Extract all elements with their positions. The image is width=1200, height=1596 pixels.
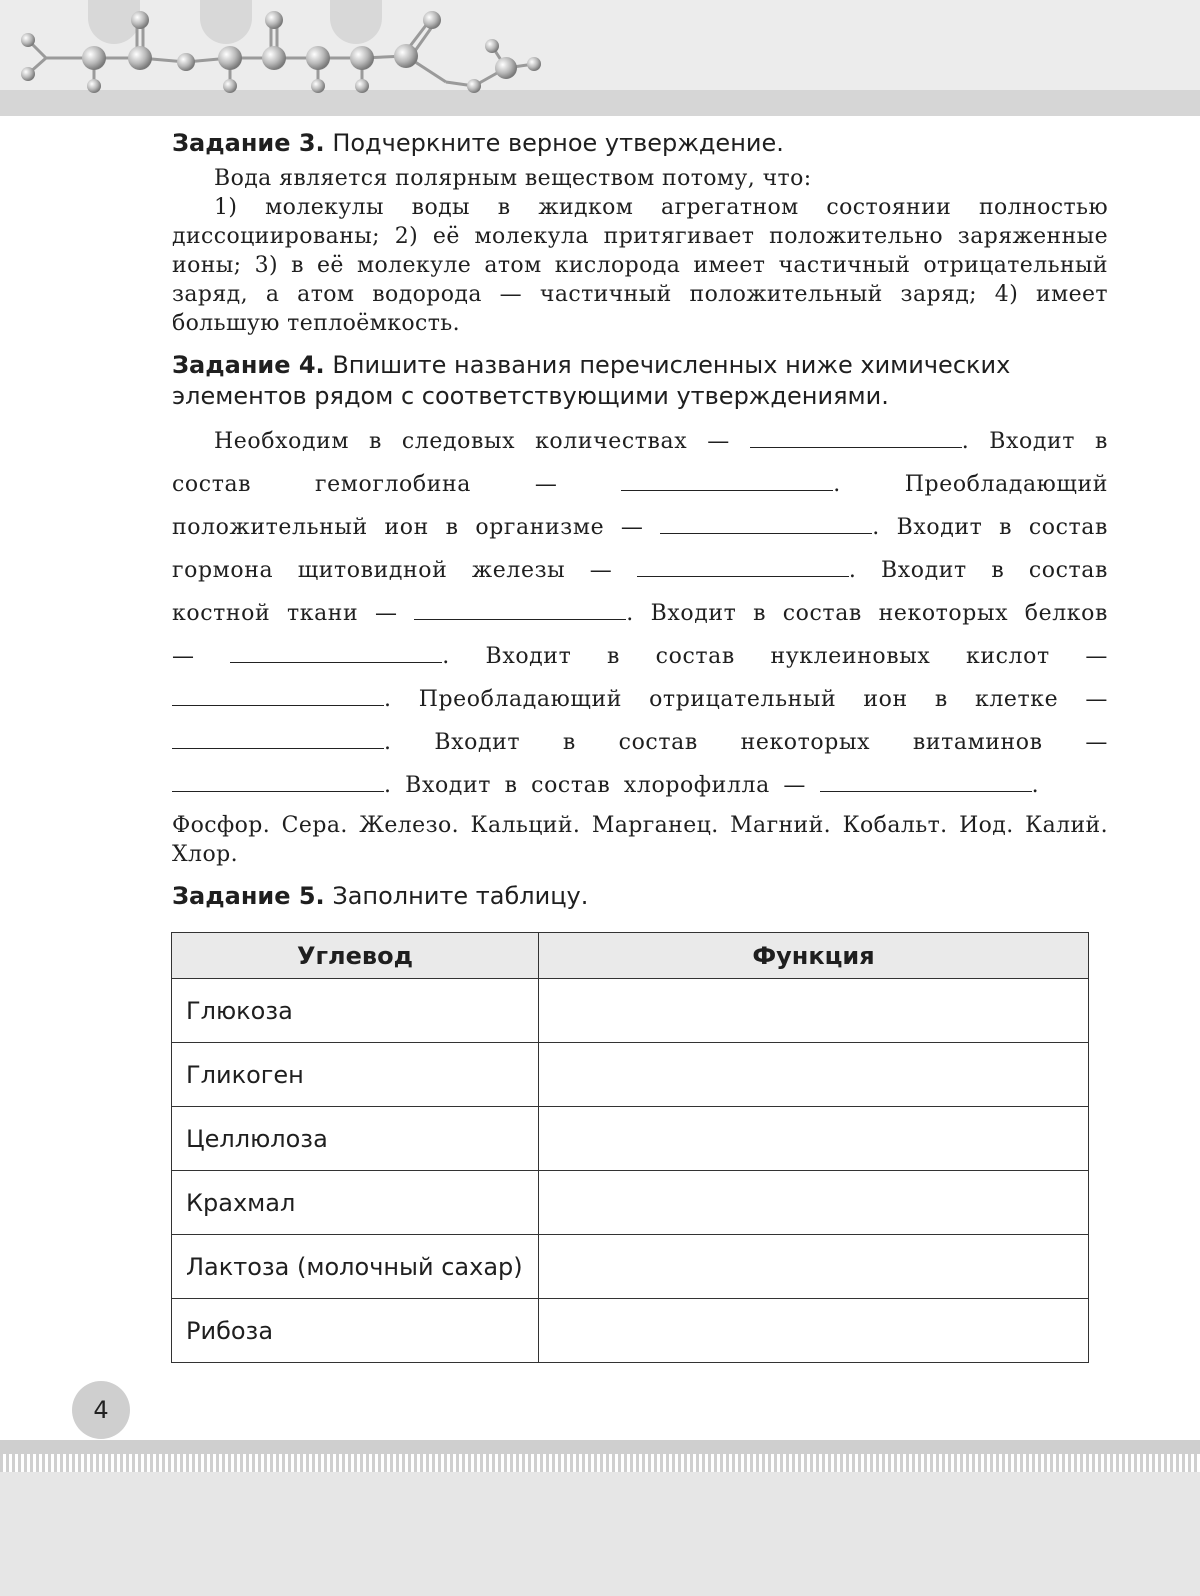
carbohydrate-cell: Гликоген [172, 1043, 539, 1107]
statement-text: . [1031, 773, 1040, 798]
column-header-function: Функция [539, 933, 1089, 979]
task-5-number: Задание 5. [172, 882, 325, 910]
task-4 [172, 350, 1108, 869]
answer-blank-6[interactable] [230, 640, 442, 663]
function-answer-cell[interactable] [539, 1043, 1089, 1107]
function-answer-cell[interactable] [539, 979, 1089, 1043]
answer-blank-4[interactable] [637, 554, 849, 577]
function-answer-cell[interactable] [539, 1299, 1089, 1363]
table-row [172, 1171, 1089, 1235]
footer-ruler-strip [0, 1440, 1200, 1472]
table-row [172, 1043, 1089, 1107]
table-row [172, 979, 1089, 1043]
statement-text: . Входит в состав некоторых белков — [172, 601, 1108, 669]
answer-blank-7[interactable] [172, 683, 384, 706]
function-answer-cell[interactable] [539, 1235, 1089, 1299]
statement-text: . Входит в состав гемоглобина — [172, 429, 1108, 497]
task-4-fill-paragraph [172, 420, 1108, 807]
carbohydrate-cell: Глюкоза [172, 979, 539, 1043]
task-4-heading [172, 350, 1108, 412]
worksheet-content [172, 128, 1108, 912]
task-3-heading [172, 128, 1108, 159]
task-5 [172, 881, 1108, 912]
answer-blank-3[interactable] [660, 511, 872, 534]
task-5-heading [172, 881, 1108, 912]
page-number: 4 [72, 1381, 130, 1439]
statement-text: . Входит в состав хлорофилла — [384, 773, 807, 798]
carbohydrate-cell: Целлюлоза [172, 1107, 539, 1171]
carbohydrate-table [171, 932, 1089, 1363]
function-answer-cell[interactable] [539, 1107, 1089, 1171]
answer-blank-5[interactable] [414, 597, 626, 620]
table-row [172, 1107, 1089, 1171]
statement-text: . Входит в состав гормона щитовидной железы — [172, 515, 1108, 583]
table-header-row [172, 933, 1089, 979]
column-header-carbohydrate: Углевод [172, 933, 539, 979]
statement-text: Необходим в следовых количествах — [214, 429, 730, 454]
statement-text: . Входит в состав некоторых витаминов — [384, 730, 1108, 755]
task-3-options: 1) молекулы воды в жидком агрегатном состоянии полностью диссоциированы; 2) её молекула притягивает положительно заряженные ионы; 3) в её молекуле атом кислорода имеет частичный отрицательный заряд, а атом водорода — частичный положительный заряд; 4) имеет большую теплоёмкость. [172, 195, 1108, 336]
answer-blank-1[interactable] [750, 425, 962, 448]
statement-text: . Преобладающий отрицательный ион в клетке — [384, 687, 1108, 712]
carbohydrate-cell: Крахмал [172, 1171, 539, 1235]
statement-text: . Входит в состав нуклеиновых кислот — [442, 644, 1108, 669]
task-3 [172, 128, 1108, 338]
task-4-instruction: Впишите названия перечисленных ниже химических элементов рядом с соответствующими утверждениями. [172, 351, 1011, 410]
element-list: Фосфор. Сера. Железо. Кальций. Марганец. Магний. Кобальт. Иод. Калий. Хлор. [172, 813, 1108, 867]
carbohydrate-cell: Лактоза (молочный сахар) [172, 1235, 539, 1299]
statement-text: . Преобладающий положительный ион в организме — [172, 472, 1108, 540]
table-row [172, 1235, 1089, 1299]
task-3-instruction: Подчеркните верное утверждение. [332, 129, 784, 157]
task-3-number: Задание 3. [172, 129, 325, 157]
task-4-number: Задание 4. [172, 351, 325, 379]
function-answer-cell[interactable] [539, 1171, 1089, 1235]
answer-blank-9[interactable] [172, 769, 384, 792]
statement-text: . Входит в состав костной ткани — [172, 558, 1108, 626]
task-5-instruction: Заполните таблицу. [332, 882, 589, 910]
task-3-intro: Вода является полярным веществом потому, что: [214, 166, 812, 191]
answer-blank-8[interactable] [172, 726, 384, 749]
table-row [172, 1299, 1089, 1363]
molecule-decoration-icon [0, 0, 560, 116]
carbohydrate-cell: Рибоза [172, 1299, 539, 1363]
answer-blank-10[interactable] [820, 769, 1032, 792]
footer-band [0, 1472, 1200, 1596]
answer-blank-2[interactable] [621, 468, 833, 491]
